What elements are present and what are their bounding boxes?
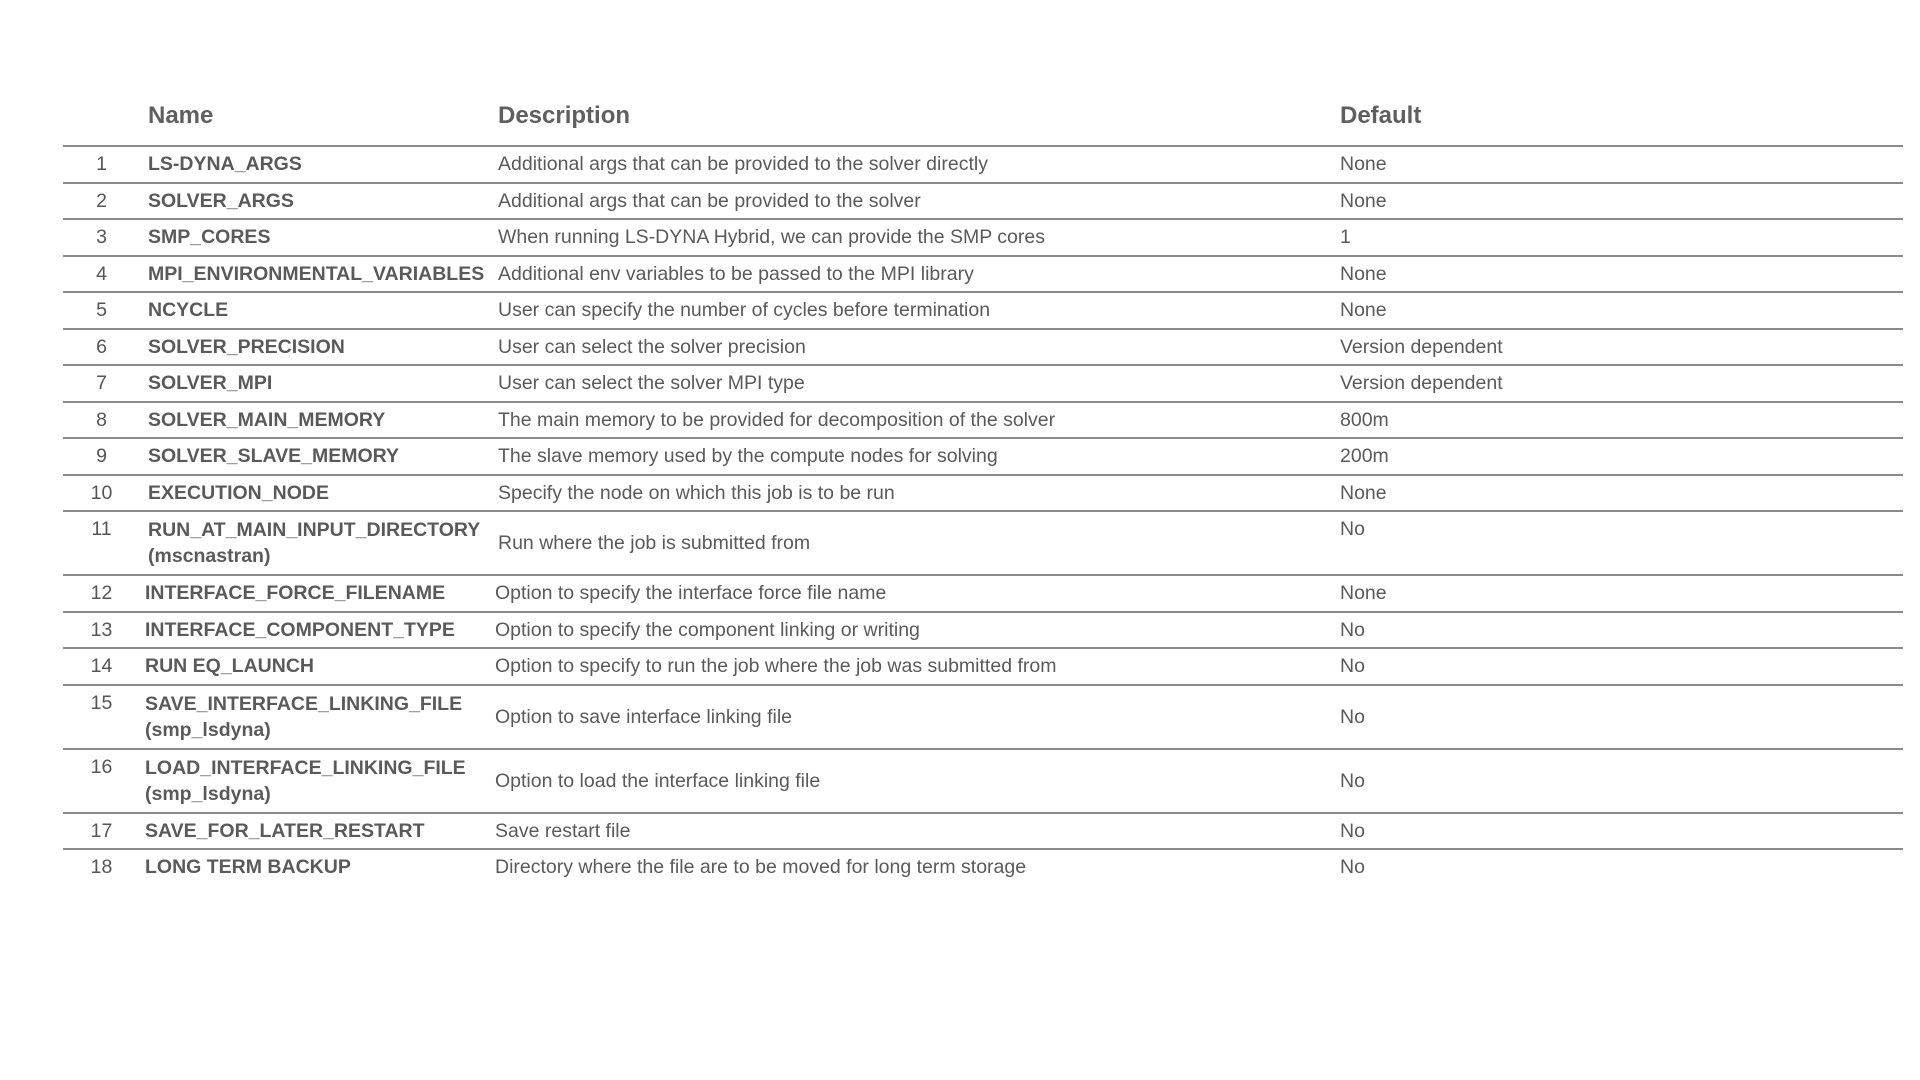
parameter-name	[140, 511, 490, 575]
table-row	[63, 575, 1903, 612]
row-number: 15	[63, 685, 140, 749]
parameter-default: None	[1340, 183, 1903, 220]
parameter-name-text: LS-DYNA_ARGS	[148, 153, 302, 176]
parameter-name	[140, 219, 490, 256]
parameter-name	[140, 685, 490, 749]
table-row	[63, 685, 1903, 749]
parameter-default: No	[1340, 813, 1903, 850]
table-row	[63, 849, 1903, 885]
parameter-description: User can select the solver MPI type	[490, 365, 1340, 402]
table-row	[63, 402, 1903, 439]
parameter-description: The main memory to be provided for decomposition of the solver	[490, 402, 1340, 439]
parameter-name-text: SAVE_FOR_LATER_RESTART	[145, 819, 425, 842]
row-number: 3	[63, 219, 140, 256]
table-row	[63, 219, 1903, 256]
parameter-default: None	[1340, 256, 1903, 293]
parameter-default: None	[1340, 475, 1903, 512]
parameter-name	[140, 256, 490, 293]
parameter-name	[140, 183, 490, 220]
parameter-description: Option to specify to run the job where the job was submitted from	[490, 648, 1340, 685]
parameter-name	[140, 329, 490, 366]
parameter-description: Specify the node on which this job is to be run	[490, 475, 1340, 512]
parameter-name	[140, 648, 490, 685]
parameter-description: Save restart file	[490, 813, 1340, 850]
parameter-description: Additional env variables to be passed to the MPI library	[490, 256, 1340, 293]
row-number: 18	[90, 856, 113, 879]
header-row	[63, 90, 1903, 146]
row-number: 14	[63, 648, 140, 685]
parameter-name-text: RUN EQ_LAUNCH	[145, 655, 315, 678]
parameter-description: Directory where the file are to be moved for long term storage	[495, 856, 1027, 879]
table-row	[63, 292, 1903, 329]
parameter-description: The slave memory used by the compute nodes for solving	[490, 438, 1340, 475]
parameter-name	[140, 575, 490, 612]
table-row	[63, 648, 1903, 685]
parameter-default: Version dependent	[1340, 365, 1903, 402]
parameter-name-text: SOLVER_SLAVE_MEMORY	[148, 445, 400, 468]
parameter-description: Option to specify the component linking or writing	[490, 612, 1340, 649]
parameter-name	[140, 292, 490, 329]
parameter-default: None	[1340, 575, 1903, 612]
parameter-name-text: LONG TERM BACKUP	[145, 856, 351, 879]
parameter-name-text: INTERFACE_COMPONENT_TYPE	[145, 618, 455, 641]
row-number: 2	[63, 183, 140, 220]
parameter-name	[140, 749, 490, 813]
column-header-default: Default	[1340, 90, 1903, 146]
column-header-description: Description	[490, 90, 1340, 146]
parameter-name-text: SMP_CORES	[148, 226, 271, 249]
parameter-default: No	[1340, 749, 1903, 813]
table-row	[63, 475, 1903, 512]
table-row	[63, 146, 1903, 183]
parameter-name-text: EXECUTION_NODE	[148, 481, 329, 504]
parameter-name	[140, 402, 490, 439]
row-number: 17	[63, 813, 140, 850]
parameter-default: No	[1340, 648, 1903, 685]
row-number: 12	[63, 575, 140, 612]
parameter-name	[140, 849, 490, 885]
row-number: 6	[63, 329, 140, 366]
row-number: 8	[63, 402, 140, 439]
parameter-description: Option to load the interface linking file	[490, 749, 1340, 813]
parameter-default: 1	[1340, 219, 1903, 256]
table-row	[63, 511, 1903, 575]
parameter-description: User can select the solver precision	[490, 329, 1340, 366]
table-body	[63, 146, 1903, 885]
parameter-name	[140, 612, 490, 649]
parameter-description: Option to specify the interface force file name	[490, 575, 1340, 612]
parameter-name-subtext: (smp_lsdyna)	[145, 718, 271, 741]
parameter-name	[140, 146, 490, 183]
row-number: 5	[63, 292, 140, 329]
table-row	[63, 329, 1903, 366]
parameter-name-subtext: (mscnastran)	[148, 545, 271, 567]
parameter-description: Additional args that can be provided to the solver	[490, 183, 1340, 220]
parameter-default: 800m	[1340, 402, 1903, 439]
parameter-default: None	[1340, 146, 1903, 183]
column-header-name: Name	[140, 90, 490, 146]
parameter-name-subtext: (smp_lsdyna)	[145, 782, 271, 805]
parameter-name-text: INTERFACE_FORCE_FILENAME	[145, 582, 446, 605]
parameter-default: 200m	[1340, 438, 1903, 475]
parameter-table	[63, 90, 1903, 885]
row-number: 9	[63, 438, 140, 475]
parameter-default: No	[1340, 685, 1903, 749]
table-row	[63, 612, 1903, 649]
parameter-name-text: NCYCLE	[148, 299, 229, 322]
row-number: 13	[63, 612, 140, 649]
parameter-name-text: LOAD_INTERFACE_LINKING_FILE	[145, 756, 466, 779]
table-row	[63, 365, 1903, 402]
table-row	[63, 438, 1903, 475]
parameter-name-text: SOLVER_PRECISION	[148, 335, 345, 358]
parameter-default: No	[1340, 856, 1365, 879]
parameter-default: No	[1340, 511, 1903, 575]
column-header-number	[63, 90, 140, 146]
parameter-name-text: SOLVER_MPI	[148, 372, 273, 395]
parameter-description: Option to save interface linking file	[490, 685, 1340, 749]
parameter-name	[140, 475, 490, 512]
parameter-default: No	[1340, 612, 1903, 649]
parameter-default: None	[1340, 292, 1903, 329]
parameter-name	[140, 813, 490, 850]
parameter-name-text: SOLVER_MAIN_MEMORY	[148, 408, 386, 431]
parameter-name	[140, 438, 490, 475]
table-row	[63, 256, 1903, 293]
parameter-table-container	[63, 90, 1903, 885]
parameter-name	[140, 365, 490, 402]
parameter-default: Version dependent	[1340, 329, 1903, 366]
parameter-name-text: SAVE_INTERFACE_LINKING_FILE	[145, 692, 463, 715]
parameter-name-text: MPI_ENVIRONMENTAL_VARIABLES	[148, 262, 485, 285]
table-row	[63, 813, 1903, 850]
parameter-description: User can specify the number of cycles before termination	[490, 292, 1340, 329]
parameter-name-text: SOLVER_ARGS	[148, 189, 294, 212]
table-row	[63, 749, 1903, 813]
parameter-description: When running LS-DYNA Hybrid, we can provide the SMP cores	[490, 219, 1340, 256]
row-number: 1	[63, 146, 140, 183]
row-number: 10	[63, 475, 140, 512]
row-number: 7	[63, 365, 140, 402]
parameter-description: Run where the job is submitted from	[490, 511, 1340, 575]
row-number: 4	[63, 256, 140, 293]
parameter-description: Additional args that can be provided to the solver directly	[490, 146, 1340, 183]
table-row	[63, 183, 1903, 220]
parameter-name-text: RUN_AT_MAIN_INPUT_DIRECTORY	[148, 519, 481, 541]
row-number: 11	[63, 511, 140, 575]
row-number: 16	[63, 749, 140, 813]
